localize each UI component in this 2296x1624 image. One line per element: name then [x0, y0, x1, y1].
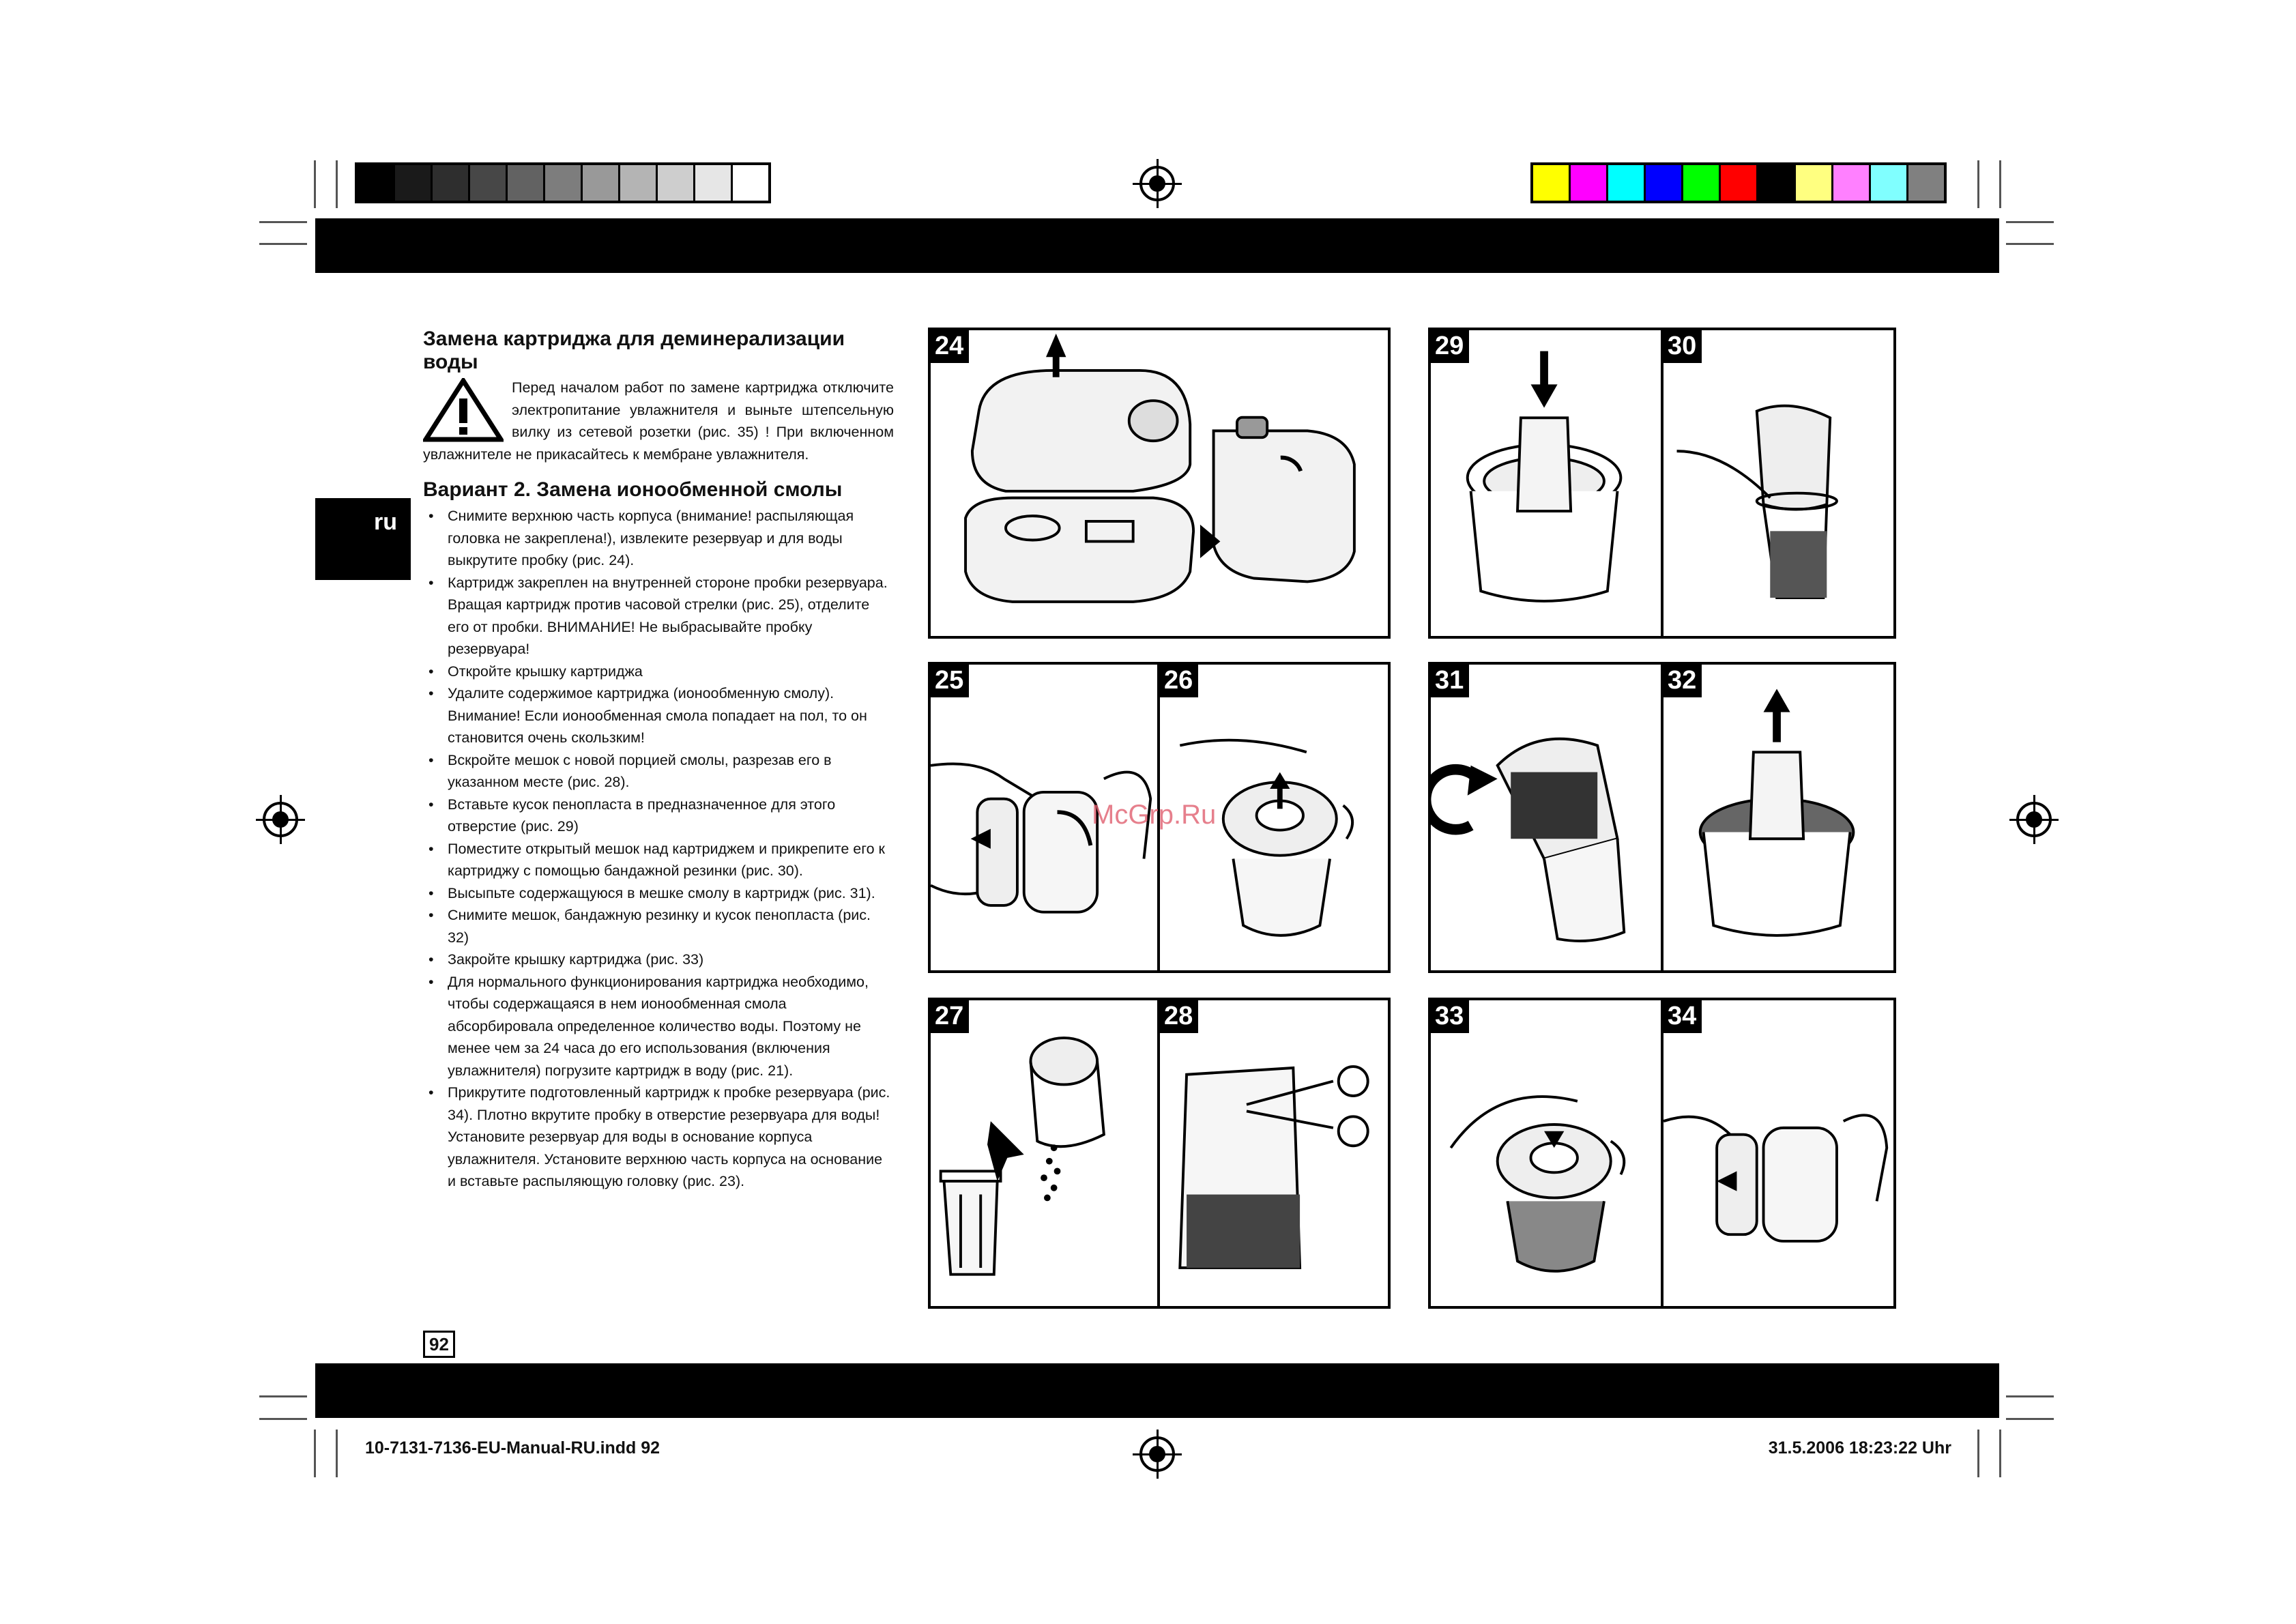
- screw-cartridge-illustration: [1663, 1000, 1893, 1306]
- trim-mark: [2006, 221, 2054, 223]
- swatch: [1683, 165, 1721, 201]
- swatch: [583, 165, 620, 201]
- section-title: Замена картриджа для деминерализации воды: [423, 328, 845, 373]
- close-lid-illustration: [1431, 1000, 1661, 1306]
- warning-text: Перед началом работ по замене картриджа отключите электропитание увлажнителя и выньте штепсельную вилку из сетевой розетки (рис. 35) ! При включенном увлажнителе не прикасайтесь к мембране увлажнителя.: [423, 379, 894, 463]
- trim-mark: [259, 243, 307, 245]
- figure-34: [1661, 998, 1896, 1309]
- figure-number: 27: [931, 1000, 969, 1033]
- footer-bar: [315, 1363, 1999, 1418]
- warning-block: [423, 377, 894, 465]
- list-item: • Картридж закреплен на внутренней стороне пробки резервуара. Вращая картридж против часовой стрелки (рис. 25), отделите его от пробки. ВНИМАНИЕ! Не выбрасывайте пробку резервуара!: [423, 572, 894, 661]
- list-item: • Для нормального функционирования картриджа необходимо, чтобы содержащаяся в нем ионообменная смола абсорбировала определенное количество воды. Поэтому не менее чем за 24 часа до его использования (включения увлажнителя) погрузите картридж в воду (рис. 21).: [423, 971, 894, 1082]
- figure-number: 29: [1431, 330, 1469, 363]
- list-item: • Снимите мешок, бандажную резинку и кусок пенопласта (рис. 32): [423, 904, 894, 948]
- trim-mark: [2006, 1395, 2054, 1397]
- trim-mark: [336, 1430, 338, 1477]
- swatch: [658, 165, 695, 201]
- registration-mark-icon: [263, 802, 298, 837]
- trim-mark: [1999, 1430, 2001, 1477]
- list-item: • Поместите открытый мешок над картриджем и прикрепите его к картриджу с помощью бандажной резинки (рис. 30).: [423, 838, 894, 882]
- swatch: [1833, 165, 1871, 201]
- trim-mark: [314, 1430, 316, 1477]
- list-item: • Удалите содержимое картриджа (ионообменную смолу). Внимание! Если ионообменная смола попадает на пол, то он становится очень скользким!: [423, 682, 894, 749]
- list-item: • Откройте крышку картриджа: [423, 661, 894, 683]
- swatch: [1908, 165, 1944, 201]
- figure-number: 31: [1431, 665, 1469, 697]
- figure-number: 34: [1663, 1000, 1702, 1033]
- trim-mark: [259, 221, 307, 223]
- instructions-column: [423, 328, 894, 1193]
- figure-number: 30: [1663, 330, 1702, 363]
- humidifier-disassembly-illustration: [931, 330, 1388, 636]
- trim-mark: [2006, 243, 2054, 245]
- swatch: [1871, 165, 1908, 201]
- figure-27: [928, 998, 1160, 1309]
- swatch: [1646, 165, 1683, 201]
- figure-number: 25: [931, 665, 969, 697]
- list-item: • Высыпьте содержащуюся в мешке смолу в картридж (рис. 31).: [423, 882, 894, 905]
- figure-29: [1428, 328, 1663, 639]
- insert-foam-illustration: [1431, 330, 1661, 636]
- swatch: [508, 165, 545, 201]
- figure-24: [928, 328, 1391, 639]
- language-tab: [315, 498, 411, 580]
- swatch: [1721, 165, 1758, 201]
- trim-mark: [259, 1418, 307, 1420]
- footer-timestamp: 31.5.2006 18:23:22 Uhr: [1768, 1438, 1951, 1458]
- footer-file-name: 10-7131-7136-EU-Manual-RU.indd 92: [365, 1438, 660, 1458]
- page-number: 92: [423, 1331, 455, 1358]
- figure-31: [1428, 662, 1663, 973]
- swatch: [695, 165, 733, 201]
- resin-disposal-illustration: [931, 1000, 1157, 1306]
- swatch: [470, 165, 508, 201]
- trim-mark: [1999, 160, 2001, 208]
- trim-mark: [2006, 1418, 2054, 1420]
- swatch: [733, 165, 768, 201]
- swatch: [1571, 165, 1608, 201]
- figure-33: [1428, 998, 1663, 1309]
- trim-mark: [1977, 1430, 1979, 1477]
- attach-bag-illustration: [1663, 330, 1893, 636]
- gray-color-bar: [355, 162, 771, 203]
- swatch: [395, 165, 433, 201]
- trim-mark: [314, 160, 316, 208]
- trim-mark: [336, 160, 338, 208]
- swatch: [545, 165, 583, 201]
- list-item: • Прикрутите подготовленный картридж к пробке резервуара (рис. 34). Плотно вкрутите пробку в отверстие резервуара для воды! Установите резервуар для воды в основание корпуса увлажнителя. Установите верхнюю часть корпуса на основание и вставьте распыляющую головку (рис. 23).: [423, 1082, 894, 1193]
- trim-mark: [1977, 160, 1979, 208]
- figure-number: 32: [1663, 665, 1702, 697]
- pour-resin-illustration: [1431, 665, 1661, 970]
- figure-number: 26: [1160, 665, 1198, 697]
- trim-mark: [259, 1395, 307, 1397]
- warning-triangle-icon: [423, 378, 504, 442]
- swatch: [1533, 165, 1571, 201]
- figure-number: 24: [931, 330, 969, 363]
- figure-30: [1661, 328, 1896, 639]
- process-color-bar: [1530, 162, 1947, 203]
- list-item: • Вскройте мешок с новой порцией смолы, разрезав его в указанном месте (рис. 28).: [423, 749, 894, 794]
- watermark: McGrp.Ru: [1092, 800, 1217, 830]
- swatch: [1608, 165, 1646, 201]
- remove-foam-illustration: [1663, 665, 1893, 970]
- cut-resin-bag-illustration: [1160, 1000, 1388, 1306]
- registration-mark-icon: [1139, 1436, 1175, 1472]
- swatch: [620, 165, 658, 201]
- registration-mark-icon: [2016, 802, 2052, 837]
- figure-number: 28: [1160, 1000, 1198, 1033]
- language-tab-label: ru: [374, 509, 397, 535]
- swatch: [1796, 165, 1833, 201]
- list-item: • Вставьте кусок пенопласта в предназначенное для этого отверстие (рис. 29): [423, 794, 894, 838]
- list-item: • Снимите верхнюю часть корпуса (внимание! распыляющая головка не закреплена!), извлеките резервуар и для воды выкрутите пробку (рис. 24).: [423, 505, 894, 572]
- registration-mark-icon: [1139, 166, 1175, 201]
- steps-list: [423, 505, 894, 1193]
- swatch: [1758, 165, 1796, 201]
- swatch: [433, 165, 470, 201]
- figure-28: [1157, 998, 1391, 1309]
- list-item: • Закройте крышку картриджа (рис. 33): [423, 948, 894, 971]
- section-title: Вариант 2. Замена ионообменной смолы: [423, 478, 843, 501]
- swatch: [358, 165, 395, 201]
- figure-number: 33: [1431, 1000, 1469, 1033]
- header-bar: [315, 218, 1999, 273]
- figure-32: [1661, 662, 1896, 973]
